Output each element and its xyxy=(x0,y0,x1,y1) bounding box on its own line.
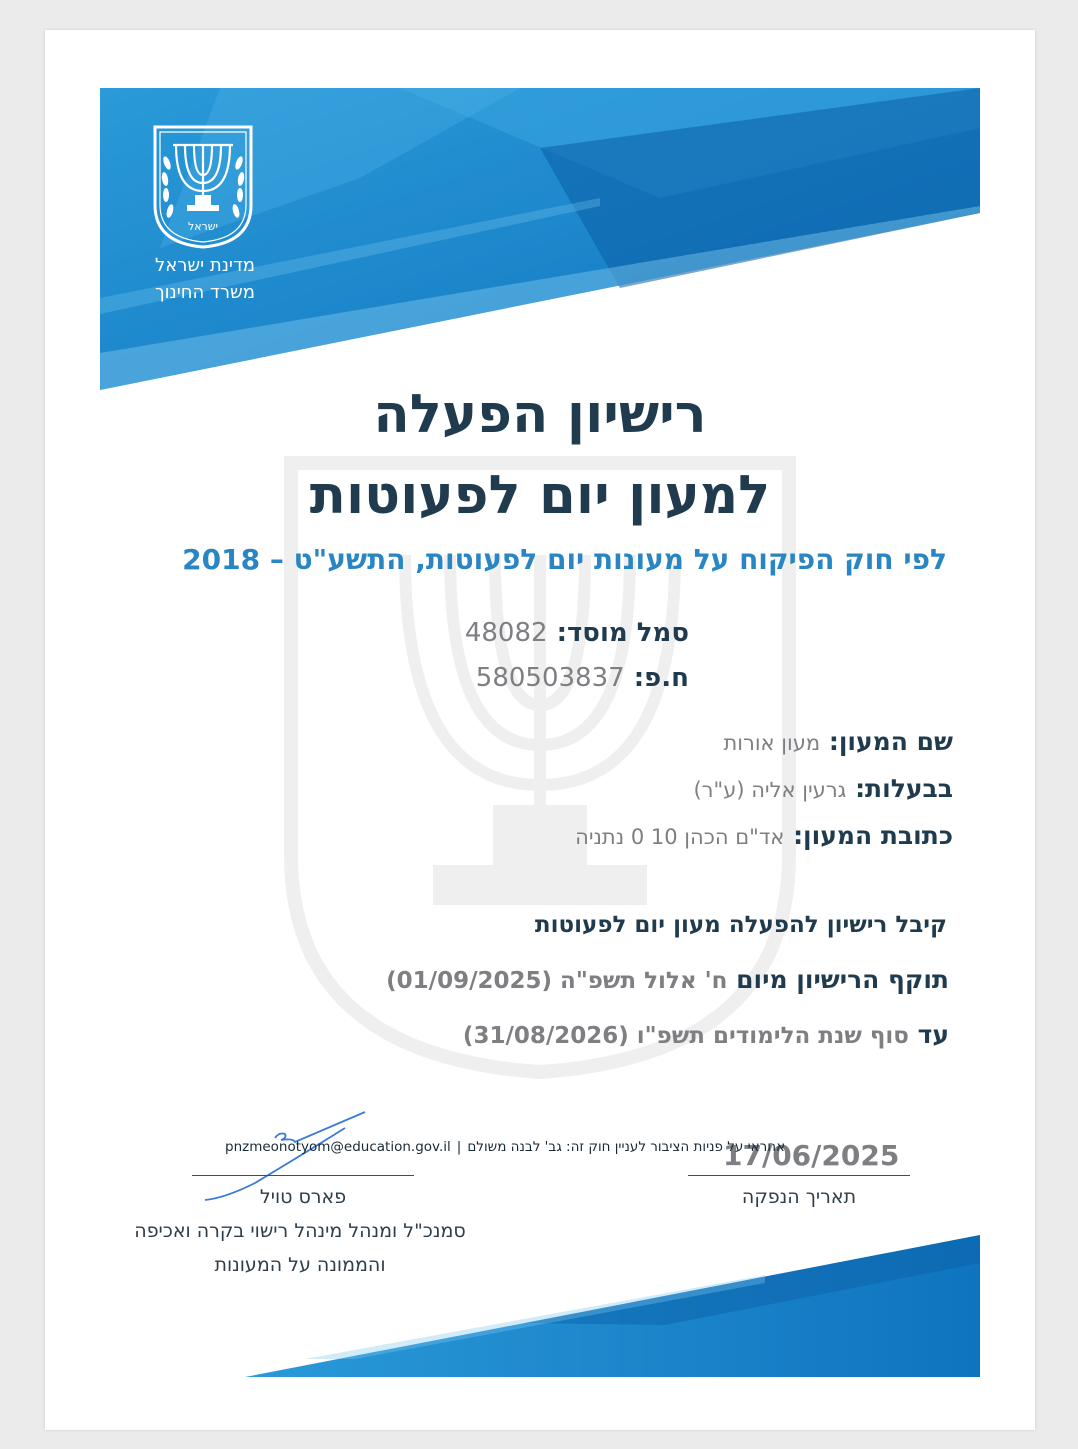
daycare-name-label: שם המעון: xyxy=(828,727,953,756)
signer-role-line-1: סמנכ"ל ומנהל מינהל רישוי בקרה ואכיפה xyxy=(134,1220,466,1242)
footer-banner xyxy=(245,1235,980,1377)
state-emblem-icon xyxy=(151,123,255,251)
issue-date: 17/06/2025 xyxy=(723,1139,900,1172)
emblem-text: ישראל xyxy=(187,220,219,233)
signer-role-line-2: והממונה על המעונות xyxy=(214,1254,386,1276)
issue-date-line xyxy=(688,1175,910,1176)
until-value: סוף שנת הלימודים תשפ"ו (31/08/2026) xyxy=(462,1023,909,1049)
company-number-row xyxy=(476,661,689,695)
license-received-text: קיבל רישיון להפעלה מעון יום לפעוטות xyxy=(534,912,947,938)
owner-row xyxy=(693,772,953,807)
owner-label: בבעלות: xyxy=(855,774,953,803)
until-label: עד xyxy=(917,1020,949,1049)
address-label: כתובת המעון: xyxy=(793,821,953,850)
validity-row xyxy=(386,962,949,999)
signer-name: פארס טויל xyxy=(259,1186,347,1208)
title-line-1: רישיון הפעלה xyxy=(373,384,707,445)
owner-value: גרעין אליה (ע"ר) xyxy=(693,778,847,802)
footer-contact xyxy=(225,1134,865,1160)
company-number-value: 580503837 xyxy=(475,663,625,693)
daycare-name-value: מעון אורות xyxy=(723,731,821,755)
institution-code-row xyxy=(465,616,689,650)
company-number-label: ח.פ: xyxy=(633,663,689,693)
address-value: אד"ם הכהן 10 0 נתניה xyxy=(575,825,785,849)
issue-date-label: תאריך הנפקה xyxy=(741,1186,857,1208)
signature-line xyxy=(192,1175,414,1176)
country-name: מדינת ישראל xyxy=(154,255,256,276)
until-row xyxy=(463,1017,949,1054)
law-subtitle: לפי חוק הפיקוח על מעונות יום לפעוטות, התשע"ט – 2018 xyxy=(182,543,947,576)
institution-code-label: סמל מוסד: xyxy=(556,618,689,648)
validity-value: ח' אלול תשפ"ה (01/09/2025) xyxy=(386,968,728,994)
title-line-2: למעון יום לפעוטות xyxy=(309,465,771,526)
address-row xyxy=(575,819,953,854)
footer-email[interactable]: pnzmeonotyom@education.gov.il xyxy=(225,1139,451,1155)
validity-label: תוקף הרישיון מיום xyxy=(736,965,949,994)
daycare-name-row xyxy=(723,725,953,760)
ministry-name: משרד החינוך xyxy=(154,282,255,303)
footer-responsible: אחראי על פניות הציבור לעניין חוק זה: גב' לבנה משולם xyxy=(467,1139,786,1155)
license-document xyxy=(45,30,1035,1430)
institution-code-value: 48082 xyxy=(464,618,548,648)
footer-separator: | xyxy=(456,1139,462,1155)
